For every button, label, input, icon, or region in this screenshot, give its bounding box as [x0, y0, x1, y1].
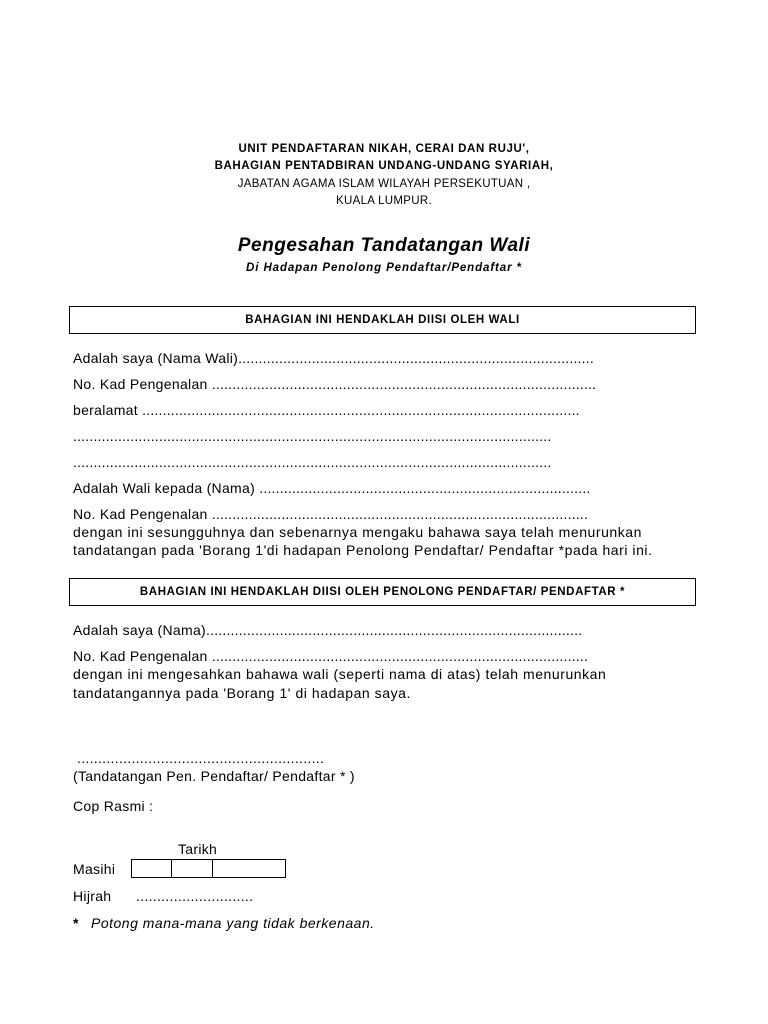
cop-rasmi-label: Cop Rasmi : — [73, 798, 154, 814]
field-dots: ..................................................................................................................... — [73, 428, 552, 444]
wali-address-line-3[interactable] — [73, 453, 703, 471]
form-title: Pengesahan Tandatangan Wali — [237, 235, 531, 256]
section2-declaration-line-1: dengan ini mengesahkan bahawa wali (seperti nama di atas) telah menurunkan — [73, 666, 607, 682]
signature-caption: (Tandatangan Pen. Pendaftar/ Pendaftar * ) — [73, 768, 355, 784]
field-label: No. Kad Pengenalan — [73, 648, 212, 664]
footnote-asterisk: * — [73, 915, 79, 931]
header-jabatan: JABATAN AGAMA ISLAM WILAYAH PERSEKUTUAN , — [237, 178, 531, 190]
field-label: Adalah saya (Nama Wali) — [73, 350, 239, 366]
section1-heading: BAHAGIAN INI HENDAKLAH DIISI OLEH WALI — [69, 306, 696, 334]
field-dots: ............................................................................................ — [211, 648, 589, 664]
wali-address-field[interactable] — [73, 401, 703, 419]
header-unit: UNIT PENDAFTARAN NIKAH, CERAI DAN RUJU', — [238, 143, 530, 155]
field-dots: ..................................................................................................................... — [73, 454, 552, 470]
masihi-day-box[interactable] — [132, 860, 172, 877]
officer-ic-field[interactable] — [73, 647, 703, 665]
masihi-label: Masihi — [73, 861, 116, 877]
wali-ic-field[interactable] — [73, 375, 703, 393]
field-label: No. Kad Pengenalan — [73, 506, 212, 522]
field-dots: ............................................................................................ — [211, 506, 589, 522]
wali-address-line-2[interactable] — [73, 427, 703, 445]
field-label: No. Kad Pengenalan — [73, 376, 212, 392]
masihi-year-box[interactable] — [213, 860, 285, 877]
ward-ic-field[interactable] — [73, 505, 703, 523]
officer-name-field[interactable] — [73, 621, 703, 639]
section1-declaration-line-1: dengan ini sesungguhnya dan sebenarnya mengaku bahawa saya telah menurunkan — [73, 524, 642, 540]
header-location: KUALA LUMPUR. — [336, 195, 432, 207]
field-dots: ............................................................................................ — [206, 622, 583, 638]
wali-name-field[interactable] — [73, 349, 703, 367]
signature-line[interactable]: ........................................................... — [77, 750, 325, 766]
section2-heading: BAHAGIAN INI HENDAKLAH DIISI OLEH PENOLONG PENDAFTAR/ PENDAFTAR * — [69, 578, 696, 606]
field-dots: ................................................................................. — [259, 480, 591, 496]
field-dots: ....................................................................................... — [238, 350, 594, 366]
header-bahagian: BAHAGIAN PENTADBIRAN UNDANG-UNDANG SYARIAH, — [214, 160, 554, 172]
section2-declaration-line-2: tandatangannya pada 'Borang 1' di hadapan saya. — [73, 685, 411, 701]
ward-name-field[interactable] — [73, 479, 703, 497]
field-label: Adalah Wali kepada (Nama) — [73, 480, 260, 496]
section1-declaration-line-2: tandatangan pada 'Borang 1'di hadapan Penolong Pendaftar/ Pendaftar *pada hari ini. — [73, 542, 653, 558]
tarikh-heading: Tarikh — [178, 841, 218, 857]
masihi-month-box[interactable] — [172, 860, 213, 877]
hijrah-label: Hijrah — [73, 888, 112, 904]
field-dots: ........................................................................................................... — [142, 402, 580, 418]
masihi-date-boxes[interactable] — [131, 859, 286, 878]
hijrah-date-line[interactable]: ............................ — [136, 888, 254, 904]
footnote-text: Potong mana-mana yang tidak berkenaan. — [91, 915, 375, 931]
form-subtitle: Di Hadapan Penolong Pendaftar/Pendaftar * — [246, 262, 522, 274]
field-dots: .............................................................................................. — [211, 376, 597, 392]
field-label: beralamat — [73, 402, 143, 418]
field-label: Adalah saya (Nama) — [73, 622, 207, 638]
